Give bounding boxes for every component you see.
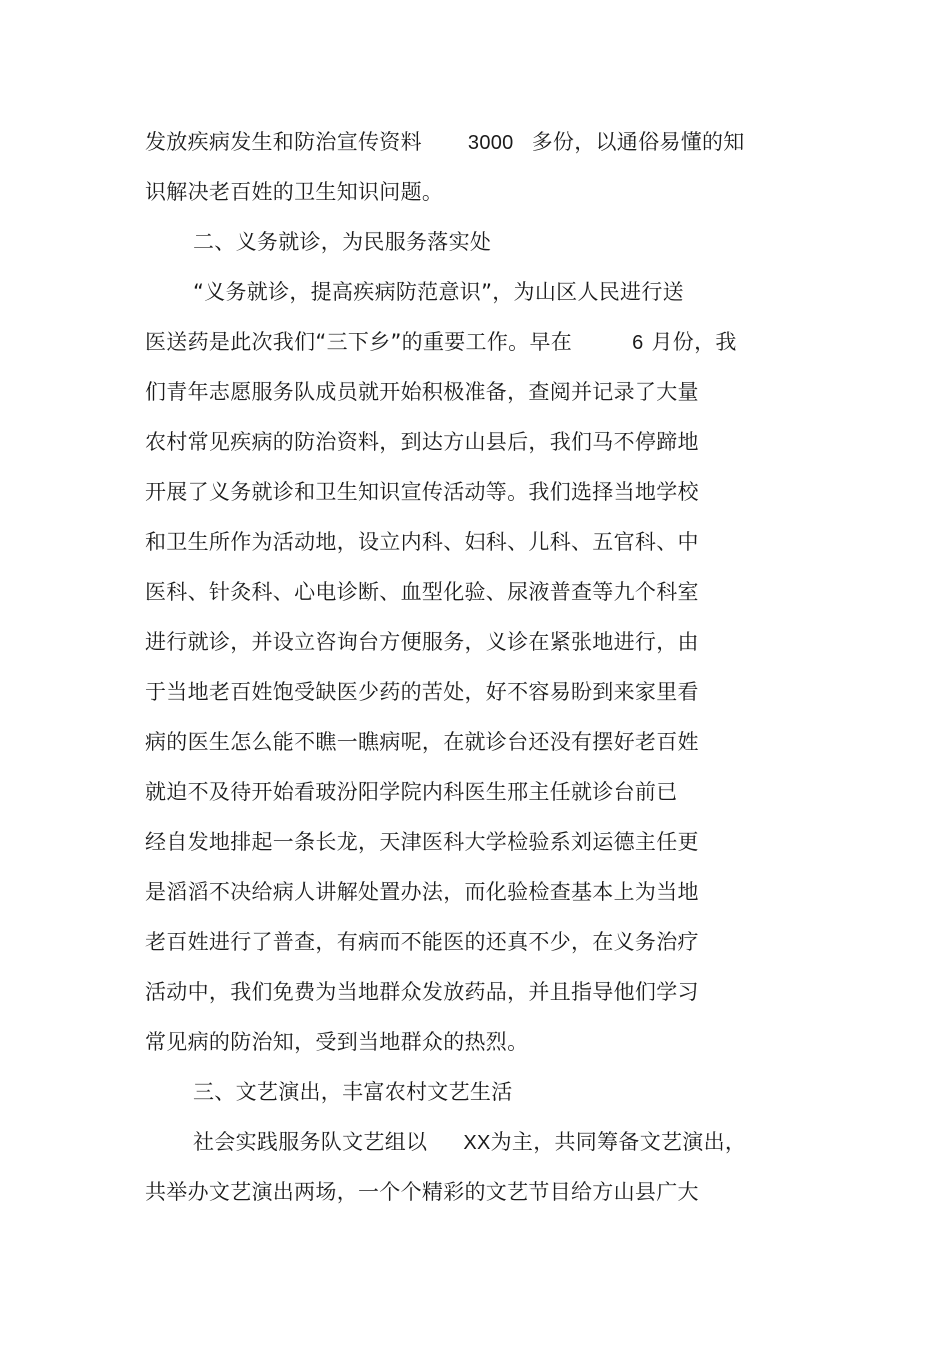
text-line: 农村常见疾病的防治资料，到达方山县后，我们马不停蹄地	[145, 430, 699, 454]
text-line	[145, 128, 745, 157]
number-value: 3000	[467, 132, 514, 154]
text-segment: 多份，以通俗易懂的知	[531, 130, 745, 154]
section-heading: 三、文艺演出，丰富农村文艺生活	[193, 1080, 513, 1104]
text-line: 老百姓进行了普查，有病而不能医的还真不少，在义务治疗	[145, 930, 699, 954]
text-line: 就迫不及待开始看玻汾阳学院内科医生邢主任就诊台前已	[145, 780, 678, 804]
text-line: 识解决老百姓的卫生知识问题。	[145, 180, 444, 204]
text-line: 于当地老百姓饱受缺医少药的苦处，好不容易盼到来家里看	[145, 680, 699, 704]
text-line: “义务就诊，提高疾病防范意识”，为山区人民进行送	[193, 280, 684, 304]
number-value: XX	[463, 1132, 491, 1154]
text-line: 共举办文艺演出两场，一个个精彩的文艺节目给方山县广大	[145, 1180, 699, 1204]
text-line	[193, 1128, 746, 1157]
section-heading: 二、义务就诊，为民服务落实处	[193, 230, 492, 254]
text-line: 经自发地排起一条长龙，天津医科大学检验系刘运德主任更	[145, 830, 699, 854]
text-line: 进行就诊，并设立咨询台方便服务，义诊在紧张地进行，由	[145, 630, 699, 654]
text-line: 病的医生怎么能不瞧一瞧病呢，在就诊台还没有摆好老百姓	[145, 730, 699, 754]
text-line: 活动中，我们免费为当地群众发放药品，并且指导他们学习	[145, 980, 699, 1004]
text-segment: 医送药是此次我们“三下乡”的重要工作。早在	[145, 330, 573, 354]
text-line: 常见病的防治知，受到当地群众的热烈。	[145, 1030, 529, 1054]
number-value: 6	[632, 332, 644, 354]
text-line: 们青年志愿服务队成员就开始积极准备，查阅并记录了大量	[145, 380, 699, 404]
text-segment: 社会实践服务队文艺组以	[193, 1130, 428, 1154]
text-segment: 月份，我	[651, 330, 737, 354]
text-line: 医科、针灸科、心电诊断、血型化验、尿液普查等九个科室	[145, 580, 699, 604]
text-line: 和卫生所作为活动地，设立内科、妇科、儿科、五官科、中	[145, 530, 699, 554]
text-line	[145, 328, 737, 357]
text-line: 是滔滔不决给病人讲解处置办法，而化验检查基本上为当地	[145, 880, 699, 904]
text-segment: 为主，共同筹备文艺演出，	[490, 1130, 747, 1154]
text-line: 开展了义务就诊和卫生知识宣传活动等。我们选择当地学校	[145, 480, 699, 504]
text-segment: 发放疾病发生和防治宣传资料	[145, 130, 422, 154]
